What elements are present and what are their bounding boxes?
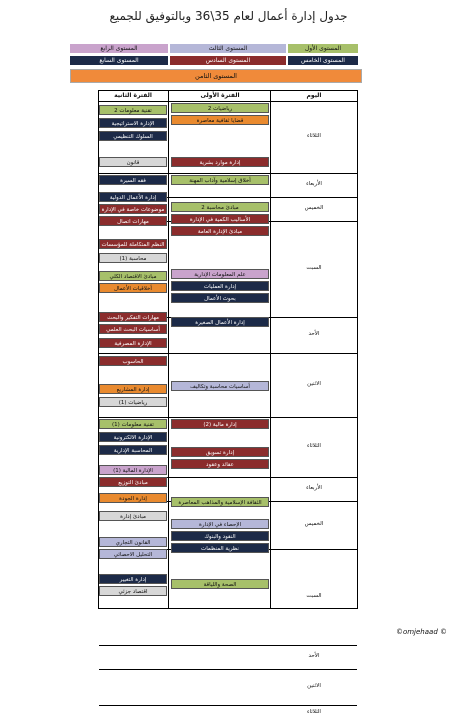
level-legend-l7: المستوى السابع: [70, 56, 168, 65]
p1-course-cell: رياضيات 2: [171, 103, 269, 113]
row-divider: [99, 645, 357, 646]
p2-course-cell: مبادئ الاقتصاد الكلي: [99, 271, 167, 281]
p1-course-cell: إدارة تسويق: [171, 447, 269, 457]
p1-course-cell: النقود والبنوك: [171, 531, 269, 541]
p2-course-cell: مبادئ التوزيع: [99, 477, 167, 487]
p1-course-cell: مبادئ الإدارة العامة: [171, 226, 269, 236]
p2-course-cell: إدارة الأعمال الدولية: [99, 192, 167, 202]
level-legend-l6: المستوى السادس: [170, 56, 286, 65]
p2-course-cell: مهارات اتصال: [99, 216, 167, 226]
day-label: الاثنين: [307, 381, 321, 387]
row-divider: [99, 417, 357, 418]
p2-course-cell: أساسيات البحث العلمي: [99, 324, 167, 334]
p2-course-cell: الحاسوب: [99, 356, 167, 366]
schedule-table: [98, 90, 358, 715]
header-day: اليوم: [306, 92, 322, 99]
p2-course-cell: الإدارة الاستراتيجية: [99, 118, 167, 128]
p2-course-cell: الإدارة الالكترونية: [99, 432, 167, 442]
header-period-2: الفترة الثانية: [114, 92, 152, 99]
day-label: الثلاثاء: [307, 443, 321, 449]
p1-course-cell: إدارة مالية (2): [171, 419, 269, 429]
day-label: الأربعاء: [306, 485, 322, 491]
day-label: الأحد: [308, 331, 320, 337]
p2-course-cell: قانون: [99, 157, 167, 167]
p2-course-cell: التحليل الاحصائي: [99, 549, 167, 559]
p1-course-cell: الثقافة الإسلامية والمذاهب المعاصرة: [171, 497, 269, 507]
p2-course-cell: فقه السيرة: [99, 175, 167, 185]
p1-course-cell: أساسيات محاسبة وتكاليف: [171, 381, 269, 391]
p2-course-cell: الإدارة المصرفية: [99, 338, 167, 348]
row-divider: [99, 173, 357, 174]
level-legend-l1: المستوى الأول: [288, 44, 358, 53]
p2-course-cell: إدارة المشاريع: [99, 384, 167, 394]
day-label: الأربعاء: [306, 181, 322, 187]
p2-course-cell: تقنية معلومات (1): [99, 419, 167, 429]
header-period-1: الفترة الأولى: [200, 92, 240, 99]
p2-course-cell: النظم المتكاملة للمؤسسات: [99, 239, 167, 249]
p1-course-cell: الصحة واللياقة: [171, 579, 269, 589]
p2-course-cell: القانون التجاري: [99, 537, 167, 547]
p2-course-cell: موضوعات خاصة في الإدارة: [99, 204, 167, 214]
day-label: الأحد: [308, 653, 320, 659]
row-divider: [99, 669, 357, 670]
p1-course-cell: مبادئ محاسبة 2: [171, 202, 269, 212]
p2-course-cell: محاسبة (1): [99, 253, 167, 263]
p1-course-cell: بحوث الأعمال: [171, 293, 269, 303]
p1-course-cell: إدارة العمليات: [171, 281, 269, 291]
p2-course-cell: مبادئ إدارة: [99, 511, 167, 521]
p2-course-cell: تقنية معلومات 2: [99, 105, 167, 115]
p2-course-cell: أخلاقيات الأعمال: [99, 283, 167, 293]
day-label: السبت: [306, 593, 322, 599]
p1-course-cell: إدارة الأعمال الصغيرة: [171, 317, 269, 327]
p1-course-cell: قضايا ثقافية معاصرة: [171, 115, 269, 125]
p2-course-cell: المحاسبة الإدارية: [99, 445, 167, 455]
header-divider: [99, 101, 357, 102]
day-label: السبت: [306, 265, 322, 271]
p1-course-cell: إدارة موارد بشرية: [171, 157, 269, 167]
row-divider: [99, 353, 357, 354]
p1-course-cell: عقائد وعقود: [171, 459, 269, 469]
p2-course-cell: إدارة الجودة: [99, 493, 167, 503]
column-divider: [270, 91, 271, 608]
footer-credit: ©omjehaad ©: [395, 628, 447, 636]
p2-course-cell: رياضيات (1): [99, 397, 167, 407]
p2-course-cell: إدارة التغيير: [99, 574, 167, 584]
p2-course-cell: مهارات التفكير والبحث: [99, 312, 167, 322]
row-divider: [99, 705, 357, 706]
day-label: الاثنين: [307, 683, 321, 689]
p1-course-cell: أخلاق إسلامية وآداب المهنة: [171, 175, 269, 185]
day-label: الثلاثاء: [307, 133, 321, 139]
p2-course-cell: السلوك التنظيمي: [99, 131, 167, 141]
level-legend-l3: المستوى الثالث: [170, 44, 286, 53]
p1-course-cell: الإحصاء في الإدارة: [171, 519, 269, 529]
p1-course-cell: نظرية المنظمات: [171, 543, 269, 553]
page-title: جدول إدارة أعمال لعام 35\36 وبالتوفيق للجميع: [109, 9, 348, 23]
level-legend-l8: المستوى الثامن: [70, 69, 362, 83]
day-label: الخميس: [304, 205, 324, 211]
column-divider: [168, 91, 169, 608]
p1-course-cell: الأساليب الكمية في الإدارة: [171, 214, 269, 224]
level-legend-l4: المستوى الرابع: [70, 44, 168, 53]
level-legend-l5: المستوى الخامس: [288, 56, 358, 65]
p2-course-cell: الإدارة المالية (1): [99, 465, 167, 475]
day-label: الخميس: [304, 521, 324, 527]
day-label: الثلاثاء: [307, 708, 321, 715]
p2-course-cell: اقتصاد جزئي: [99, 586, 167, 596]
p1-course-cell: علم المعلومات الإدارية: [171, 269, 269, 279]
